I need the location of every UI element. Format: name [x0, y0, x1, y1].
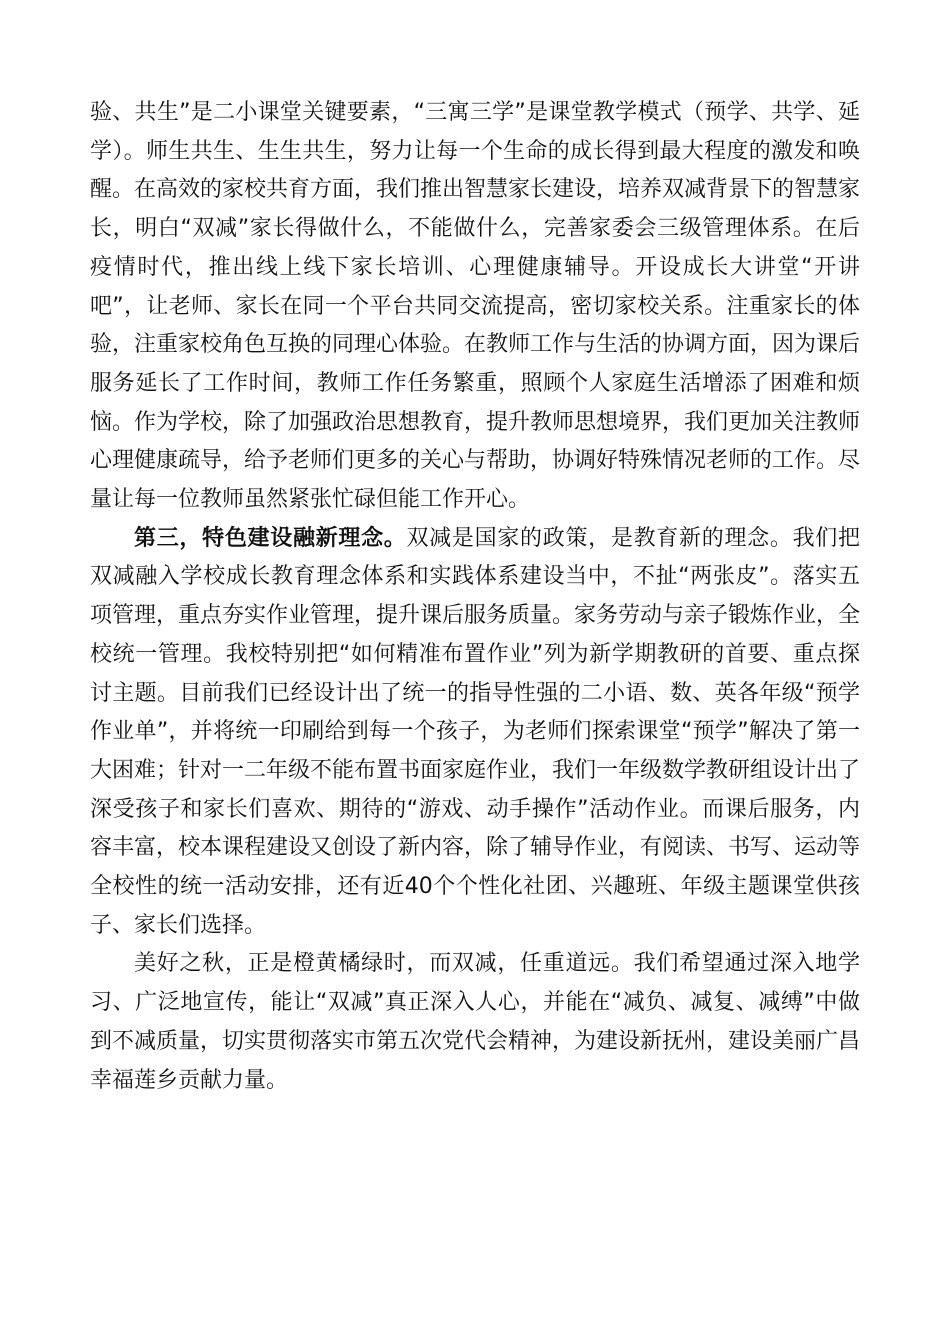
paragraph-lead-heading: 第三，特色建设融新理念。 [134, 525, 407, 551]
paragraph-continuation: 验、共生”是二小课堂关键要素，“三寓三学”是课堂教学模式（预学、共学、延学）。师生共生、生生共生，努力让每一个生命的成长得到最大程度的激发和唤醒。在高效的家校共育方面，我们推出智慧家长建设，培养双减背景下的智慧家长，明白“双减”家长得做什么，不能做什么，完善家委会三级管理体系。在后疫情时代，推出线上线下家长培训、心理健康辅导。开设成长大讲堂“开讲吧”，让老师、家长在同一个平台共同交流提高，密切家校关系。注重家长的体验，注重家校角色互换的同理心体验。在教师工作与生活的协调方面，因为课后服务延长了工作时间，教师工作任务繁重，照顾个人家庭生活增添了困难和烦恼。作为学校，除了加强政治思想教育，提升教师思想境界，我们更加关注教师心理健康疏导，给予老师们更多的关心与帮助，协调好特殊情况老师的工作。尽量让每一位教师虽然紧张忙碌但能工作开心。 [90, 100, 861, 513]
paragraph-feature-building [90, 520, 860, 946]
paragraph-conclusion: 美好之秋，正是橙黄橘绿时，而双减，任重道远。我们希望通过深入地学习、广泛地宣传，能让“双减”真正深入人心，并能在“减负、减复、减缚”中做到不减质量，切实贯彻落实市第五次党代会精神，为建设新抚州，建设美丽广昌幸福莲乡贡献力量。 [90, 951, 861, 1093]
document-body [90, 94, 860, 1100]
paragraph-body-text: 双减是国家的政策，是教育新的理念。我们把双减融入学校成长教育理念体系和实践体系建设当中，不扯“两张皮”。落实五项管理，重点夯实作业管理，提升课后服务质量。家务劳动与亲子锻炼作业，全校统一管理。我校特别把“如何精准布置作业”列为新学期教研的首要、重点探讨主题。目前我们已经设计出了统一的指导性强的二小语、数、英各年级“预学作业单”，并将统一印刷给到每一个孩子，为老师们探索课堂“预学”解决了第一大困难；针对一二年级不能布置书面家庭作业，我们一年级数学教研组设计出了深受孩子和家长们喜欢、期待的“游戏、动手操作”活动作业。而课后服务，内容丰富，校本课程建设又创设了新内容，除了辅导作业，有阅读、书写、运动等全校性的统一活动安排，还有近40个个性化社团、兴趣班、年级主题课堂供孩子、家长们选择。 [90, 525, 861, 938]
